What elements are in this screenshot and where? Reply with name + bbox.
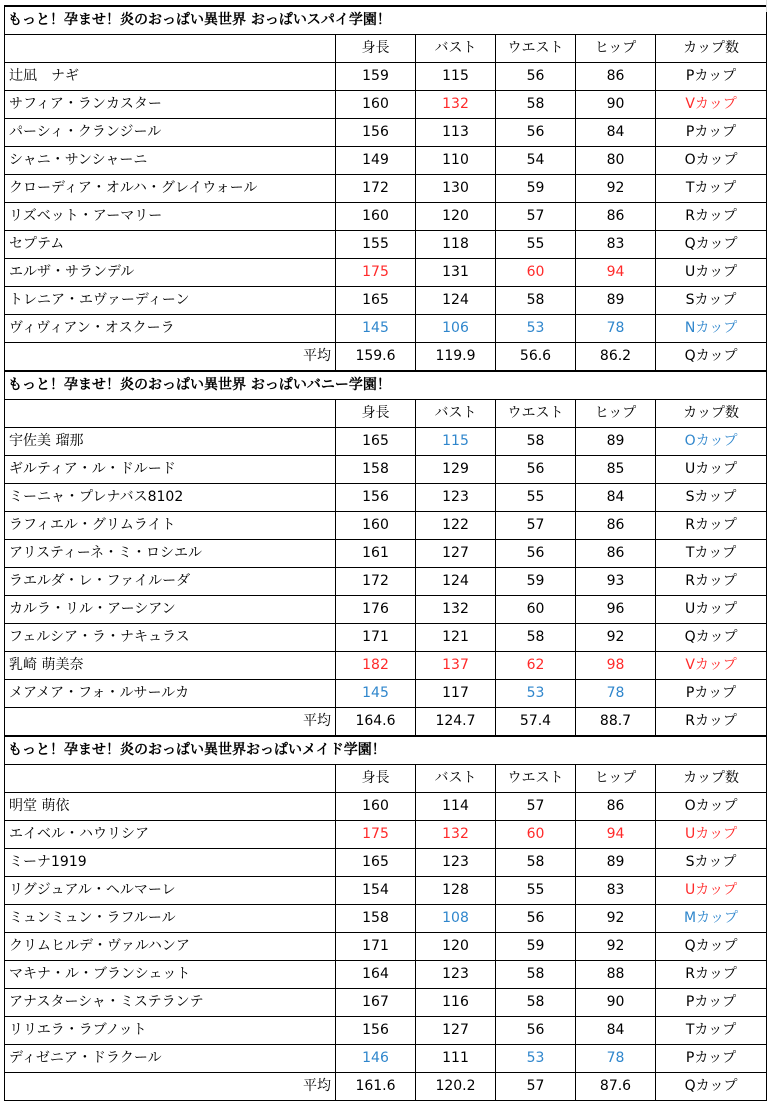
value-cell[interactable]: 124 [416,287,496,315]
value-cell[interactable]: Qカップ [656,624,767,652]
table-row [5,989,767,1017]
value-cell[interactable]: 60 [496,259,576,287]
character-name-cell[interactable]: ミーニャ・プレナバス8102 [5,484,336,512]
value-cell[interactable]: 155 [336,231,416,259]
value-cell[interactable]: 59 [496,175,576,203]
value-cell[interactable]: Uカップ [656,877,767,905]
column-header[interactable]: カップ数 [656,400,767,428]
value-cell[interactable]: 175 [336,259,416,287]
table-row [5,877,767,905]
value-cell[interactable]: Oカップ [656,793,767,821]
value-cell[interactable]: 129 [416,456,496,484]
value-cell[interactable]: 122 [416,512,496,540]
value-cell[interactable]: 123 [416,961,496,989]
character-name-cell[interactable]: 明堂 萌依 [5,793,336,821]
value-cell[interactable]: 121 [416,624,496,652]
column-header[interactable]: バスト [416,35,496,63]
average-row [5,343,767,372]
character-name-cell[interactable]: リリエラ・ラブノット [5,1017,336,1045]
value-cell[interactable]: 86 [576,63,656,91]
value-cell[interactable]: 57 [496,512,576,540]
average-value-cell[interactable]: Qカップ [656,1073,767,1101]
average-value-cell[interactable]: 119.9 [416,343,496,372]
value-cell[interactable]: 115 [416,428,496,456]
table-row [5,119,767,147]
table-row [5,512,767,540]
value-cell[interactable]: Uカップ [656,596,767,624]
value-cell[interactable]: 182 [336,652,416,680]
value-cell[interactable]: Rカップ [656,568,767,596]
value-cell[interactable]: Rカップ [656,961,767,989]
average-value-cell[interactable]: 120.2 [416,1073,496,1101]
column-header[interactable]: カップ数 [656,765,767,793]
header-empty-cell[interactable] [5,765,336,793]
value-cell[interactable]: 56 [496,540,576,568]
value-cell[interactable]: 115 [416,63,496,91]
character-name-cell[interactable]: セプテム [5,231,336,259]
average-value-cell[interactable]: 161.6 [336,1073,416,1101]
value-cell[interactable]: Pカップ [656,1045,767,1073]
value-cell[interactable]: 160 [336,91,416,119]
value-cell[interactable]: Sカップ [656,484,767,512]
average-value-cell[interactable]: 87.6 [576,1073,656,1101]
value-cell[interactable]: Pカップ [656,119,767,147]
value-cell[interactable]: Vカップ [656,652,767,680]
table-row [5,175,767,203]
average-value-cell[interactable]: 124.7 [416,708,496,737]
value-cell[interactable]: 57 [496,203,576,231]
value-cell[interactable]: 118 [416,231,496,259]
value-cell[interactable]: 158 [336,905,416,933]
table-row [5,315,767,343]
value-cell[interactable]: Uカップ [656,821,767,849]
value-cell[interactable]: Tカップ [656,1017,767,1045]
value-cell[interactable]: 171 [336,933,416,961]
column-header[interactable]: 身長 [336,35,416,63]
column-header-row [5,35,767,63]
average-label[interactable]: 平均 [5,708,336,737]
character-name-cell[interactable]: ラフィエル・グリムライト [5,512,336,540]
value-cell[interactable]: Rカップ [656,203,767,231]
value-cell[interactable]: 172 [336,568,416,596]
value-cell[interactable]: 92 [576,624,656,652]
table-row [5,203,767,231]
value-cell[interactable]: 56 [496,63,576,91]
table-row [5,905,767,933]
value-cell[interactable]: 98 [576,652,656,680]
value-cell[interactable]: 132 [416,91,496,119]
value-cell[interactable]: 146 [336,1045,416,1073]
average-value-cell[interactable]: 164.6 [336,708,416,737]
section-title-row [5,6,767,35]
value-cell[interactable]: 145 [336,315,416,343]
value-cell[interactable]: 89 [576,428,656,456]
section-title-row [5,736,767,765]
value-cell[interactable]: Uカップ [656,456,767,484]
table-row [5,91,767,119]
character-name-cell[interactable]: エイベル・ハウリシア [5,821,336,849]
value-cell[interactable]: Nカップ [656,315,767,343]
value-cell[interactable]: 58 [496,91,576,119]
table-row [5,793,767,821]
value-cell[interactable]: 55 [496,877,576,905]
value-cell[interactable]: Sカップ [656,287,767,315]
column-header[interactable]: バスト [416,400,496,428]
section-title[interactable]: もっと！孕ませ！炎のおっぱい異世界 おっぱいスパイ学園！ [5,6,767,35]
table-row [5,624,767,652]
column-header[interactable]: バスト [416,765,496,793]
character-name-cell[interactable]: リズベット・アーマリー [5,203,336,231]
value-cell[interactable]: 165 [336,428,416,456]
value-cell[interactable]: Pカップ [656,989,767,1017]
character-name-cell[interactable]: クローディア・オルハ・グレイウォール [5,175,336,203]
table-row [5,428,767,456]
value-cell[interactable]: 158 [336,456,416,484]
character-name-cell[interactable]: サフィア・ランカスター [5,91,336,119]
value-cell[interactable]: Mカップ [656,905,767,933]
value-cell[interactable]: Pカップ [656,680,767,708]
character-name-cell[interactable]: ディゼニア・ドラクール [5,1045,336,1073]
section-title-row [5,371,767,400]
value-cell[interactable]: 123 [416,849,496,877]
table-row [5,147,767,175]
table-row [5,568,767,596]
value-cell[interactable]: 58 [496,989,576,1017]
value-cell[interactable]: 58 [496,287,576,315]
value-cell[interactable]: 108 [416,905,496,933]
value-cell[interactable]: 58 [496,624,576,652]
value-cell[interactable]: 53 [496,680,576,708]
value-cell[interactable]: 55 [496,231,576,259]
value-cell[interactable]: 131 [416,259,496,287]
table-row [5,652,767,680]
value-cell[interactable]: 58 [496,428,576,456]
value-cell[interactable]: 113 [416,119,496,147]
value-cell[interactable]: 120 [416,203,496,231]
character-name-cell[interactable]: シャニ・サンシャーニ [5,147,336,175]
value-cell[interactable]: 92 [576,175,656,203]
value-cell[interactable]: 165 [336,287,416,315]
character-name-cell[interactable]: カルラ・リル・アーシアン [5,596,336,624]
value-cell[interactable]: 116 [416,989,496,1017]
character-name-cell[interactable]: フェルシア・ラ・ナキュラス [5,624,336,652]
value-cell[interactable]: 62 [496,652,576,680]
average-value-cell[interactable]: 86.2 [576,343,656,372]
value-cell[interactable]: 94 [576,821,656,849]
average-row [5,708,767,737]
value-cell[interactable]: 124 [416,568,496,596]
value-cell[interactable]: 175 [336,821,416,849]
character-name-cell[interactable]: クリムヒルデ・ヴァルハンア [5,933,336,961]
table-row [5,933,767,961]
character-name-cell[interactable]: 辻凪 ナギ [5,63,336,91]
character-name-cell[interactable]: ミーナ1919 [5,849,336,877]
value-cell[interactable]: 132 [416,821,496,849]
value-cell[interactable]: 94 [576,259,656,287]
average-row [5,1073,767,1101]
character-name-cell[interactable]: ミュンミュン・ラフルール [5,905,336,933]
column-header[interactable]: ヒップ [576,765,656,793]
value-cell[interactable]: 57 [496,793,576,821]
character-name-cell[interactable]: アナスターシャ・ミステランテ [5,989,336,1017]
character-name-cell[interactable]: ギルティア・ル・ドルード [5,456,336,484]
value-cell[interactable]: Pカップ [656,63,767,91]
column-header[interactable]: ヒップ [576,400,656,428]
section-title[interactable]: もっと！孕ませ！炎のおっぱい異世界おっぱいメイド学園！ [5,736,767,765]
value-cell[interactable]: 172 [336,175,416,203]
value-cell[interactable]: Qカップ [656,231,767,259]
value-cell[interactable]: Tカップ [656,175,767,203]
table-row [5,961,767,989]
value-cell[interactable]: 89 [576,849,656,877]
table-row [5,1017,767,1045]
value-cell[interactable]: 120 [416,933,496,961]
value-cell[interactable]: 137 [416,652,496,680]
average-value-cell[interactable]: 56.6 [496,343,576,372]
value-cell[interactable]: 60 [496,596,576,624]
value-cell[interactable]: 54 [496,147,576,175]
value-cell[interactable]: 86 [576,203,656,231]
value-cell[interactable]: 92 [576,933,656,961]
character-name-cell[interactable]: ラエルダ・レ・ファイルーダ [5,568,336,596]
value-cell[interactable]: 106 [416,315,496,343]
table-row [5,456,767,484]
value-cell[interactable]: 165 [336,849,416,877]
value-cell[interactable]: 123 [416,484,496,512]
value-cell[interactable]: 117 [416,680,496,708]
value-cell[interactable]: 164 [336,961,416,989]
value-cell[interactable]: 145 [336,680,416,708]
average-value-cell[interactable]: 57.4 [496,708,576,737]
value-cell[interactable]: 56 [496,119,576,147]
value-cell[interactable]: 78 [576,315,656,343]
value-cell[interactable]: 85 [576,456,656,484]
table-row [5,231,767,259]
character-name-cell[interactable]: 宇佐美 瑠那 [5,428,336,456]
value-cell[interactable]: 159 [336,63,416,91]
section-title[interactable]: もっと！孕ませ！炎のおっぱい異世界 おっぱいバニー学園！ [5,371,767,400]
value-cell[interactable]: 84 [576,1017,656,1045]
average-value-cell[interactable]: 57 [496,1073,576,1101]
value-cell[interactable]: 114 [416,793,496,821]
value-cell[interactable]: 128 [416,877,496,905]
character-name-cell[interactable]: パーシィ・クランジール [5,119,336,147]
table-row [5,596,767,624]
value-cell[interactable]: 161 [336,540,416,568]
value-cell[interactable]: 156 [336,1017,416,1045]
average-value-cell[interactable]: 159.6 [336,343,416,372]
value-cell[interactable]: 127 [416,540,496,568]
value-cell[interactable]: Tカップ [656,540,767,568]
value-cell[interactable]: 84 [576,119,656,147]
value-cell[interactable]: 86 [576,540,656,568]
value-cell[interactable]: 58 [496,961,576,989]
value-cell[interactable]: Qカップ [656,933,767,961]
value-cell[interactable]: 84 [576,484,656,512]
table-row [5,821,767,849]
value-cell[interactable]: 53 [496,315,576,343]
value-cell[interactable]: 160 [336,203,416,231]
value-cell[interactable]: 83 [576,877,656,905]
value-cell[interactable]: 56 [496,1017,576,1045]
header-empty-cell[interactable] [5,400,336,428]
value-cell[interactable]: 53 [496,1045,576,1073]
column-header[interactable]: カップ数 [656,35,767,63]
table-row [5,1045,767,1073]
column-header[interactable]: ウエスト [496,400,576,428]
value-cell[interactable]: 160 [336,793,416,821]
average-label[interactable]: 平均 [5,1073,336,1101]
value-cell[interactable]: Sカップ [656,849,767,877]
character-name-cell[interactable]: ヴィヴィアン・オスクーラ [5,315,336,343]
character-name-cell[interactable]: 乳崎 萌美奈 [5,652,336,680]
value-cell[interactable]: 86 [576,793,656,821]
value-cell[interactable]: 80 [576,147,656,175]
value-cell[interactable]: 78 [576,1045,656,1073]
value-cell[interactable]: 156 [336,484,416,512]
stats-table [4,5,767,1101]
value-cell[interactable]: Rカップ [656,512,767,540]
value-cell[interactable]: 89 [576,287,656,315]
value-cell[interactable]: 93 [576,568,656,596]
value-cell[interactable]: 96 [576,596,656,624]
table-row [5,849,767,877]
value-cell[interactable]: Uカップ [656,259,767,287]
table-row [5,540,767,568]
value-cell[interactable]: Vカップ [656,91,767,119]
value-cell[interactable]: 55 [496,484,576,512]
value-cell[interactable]: 60 [496,821,576,849]
value-cell[interactable]: 56 [496,905,576,933]
value-cell[interactable]: 156 [336,119,416,147]
character-name-cell[interactable]: メアメア・フォ・ルサールカ [5,680,336,708]
value-cell[interactable]: 56 [496,456,576,484]
character-name-cell[interactable]: リグジュアル・ヘルマーレ [5,877,336,905]
average-value-cell[interactable]: Qカップ [656,343,767,372]
character-name-cell[interactable]: エルザ・サランデル [5,259,336,287]
table-row [5,287,767,315]
column-header[interactable]: 身長 [336,400,416,428]
value-cell[interactable]: 92 [576,905,656,933]
table-row [5,259,767,287]
value-cell[interactable]: 127 [416,1017,496,1045]
character-name-cell[interactable]: トレニア・エヴァーディーン [5,287,336,315]
value-cell[interactable]: 176 [336,596,416,624]
value-cell[interactable]: Oカップ [656,147,767,175]
average-value-cell[interactable]: 88.7 [576,708,656,737]
value-cell[interactable]: 90 [576,91,656,119]
column-header-row [5,765,767,793]
value-cell[interactable]: 167 [336,989,416,1017]
column-header[interactable]: 身長 [336,765,416,793]
character-name-cell[interactable]: マキナ・ル・ブランシェット [5,961,336,989]
value-cell[interactable]: 58 [496,849,576,877]
value-cell[interactable]: 149 [336,147,416,175]
value-cell[interactable]: 111 [416,1045,496,1073]
value-cell[interactable]: 132 [416,596,496,624]
table-row [5,63,767,91]
value-cell[interactable]: 160 [336,512,416,540]
value-cell[interactable]: 110 [416,147,496,175]
value-cell[interactable]: 86 [576,512,656,540]
value-cell[interactable]: 88 [576,961,656,989]
character-name-cell[interactable]: アリスティーネ・ミ・ロシエル [5,540,336,568]
average-value-cell[interactable]: Rカップ [656,708,767,737]
column-header-row [5,400,767,428]
average-label[interactable]: 平均 [5,343,336,372]
value-cell[interactable]: 78 [576,680,656,708]
value-cell[interactable]: 59 [496,933,576,961]
value-cell[interactable]: 171 [336,624,416,652]
value-cell[interactable]: 83 [576,231,656,259]
column-header[interactable]: ウエスト [496,765,576,793]
value-cell[interactable]: 154 [336,877,416,905]
column-header[interactable]: ウエスト [496,35,576,63]
header-empty-cell[interactable] [5,35,336,63]
column-header[interactable]: ヒップ [576,35,656,63]
table-row [5,680,767,708]
value-cell[interactable]: 59 [496,568,576,596]
value-cell[interactable]: Oカップ [656,428,767,456]
value-cell[interactable]: 90 [576,989,656,1017]
table-row [5,484,767,512]
value-cell[interactable]: 130 [416,175,496,203]
